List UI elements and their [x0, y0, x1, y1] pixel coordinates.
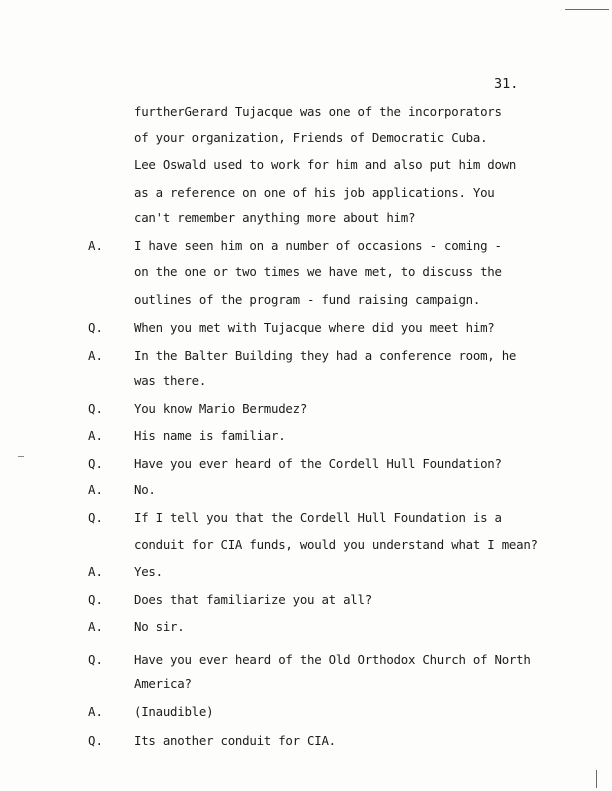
- transcript-line: America?: [134, 676, 192, 691]
- transcript-line: conduit for CIA funds, would you understand what I mean?: [134, 537, 538, 552]
- transcript-line: Have you ever heard of the Old Orthodox Church of North: [134, 652, 531, 667]
- speaker-label: Q.: [88, 652, 103, 667]
- speaker-label: Q.: [88, 320, 103, 335]
- transcript-line: on the one or two times we have met, to discuss the: [134, 264, 502, 279]
- speaker-label: Q.: [88, 592, 103, 607]
- scan-mark-bottom-right: [596, 770, 597, 788]
- transcript-line: (Inaudible): [134, 704, 214, 719]
- speaker-label: A.: [88, 619, 103, 634]
- speaker-label: Q.: [88, 401, 103, 416]
- scan-mark-top-right: [565, 9, 609, 10]
- transcript-line: Have you ever heard of the Cordell Hull Foundation?: [134, 456, 502, 471]
- transcript-line: If I tell you that the Cordell Hull Foundation is a: [134, 510, 502, 525]
- transcript-line: Its another conduit for CIA.: [134, 733, 336, 748]
- speaker-label: A.: [88, 428, 103, 443]
- scan-mark-left: [18, 456, 24, 457]
- transcript-line: furtherGerard Tujacque was one of the incorporators: [134, 104, 502, 119]
- page-number: 31.: [494, 76, 519, 92]
- speaker-label: Q.: [88, 733, 103, 748]
- speaker-label: Q.: [88, 456, 103, 471]
- speaker-label: A.: [88, 482, 103, 497]
- transcript-line: Does that familiarize you at all?: [134, 592, 372, 607]
- transcript-line: Yes.: [134, 564, 163, 579]
- transcript-line: was there.: [134, 373, 207, 388]
- transcript-line: I have seen him on a number of occasions - coming -: [134, 238, 502, 253]
- transcript-line: You know Mario Bermudez?: [134, 401, 308, 416]
- speaker-label: A.: [88, 564, 103, 579]
- transcript-line: No.: [134, 482, 156, 497]
- transcript-line: When you met with Tujacque where did you meet him?: [134, 320, 495, 335]
- transcript-line: In the Balter Building they had a conference room, he: [134, 348, 517, 363]
- transcript-line: as a reference on one of his job applications. You: [134, 185, 495, 200]
- speaker-label: A.: [88, 704, 103, 719]
- transcript-line: outlines of the program - fund raising campaign.: [134, 292, 481, 307]
- speaker-label: A.: [88, 348, 103, 363]
- transcript-line: No sir.: [134, 619, 185, 634]
- transcript-line: can't remember anything more about him?: [134, 210, 416, 225]
- transcript-line: His name is familiar.: [134, 428, 286, 443]
- transcript-line: of your organization, Friends of Democratic Cuba.: [134, 130, 488, 145]
- speaker-label: Q.: [88, 510, 103, 525]
- transcript-line: Lee Oswald used to work for him and also put him down: [134, 157, 517, 172]
- speaker-label: A.: [88, 238, 103, 253]
